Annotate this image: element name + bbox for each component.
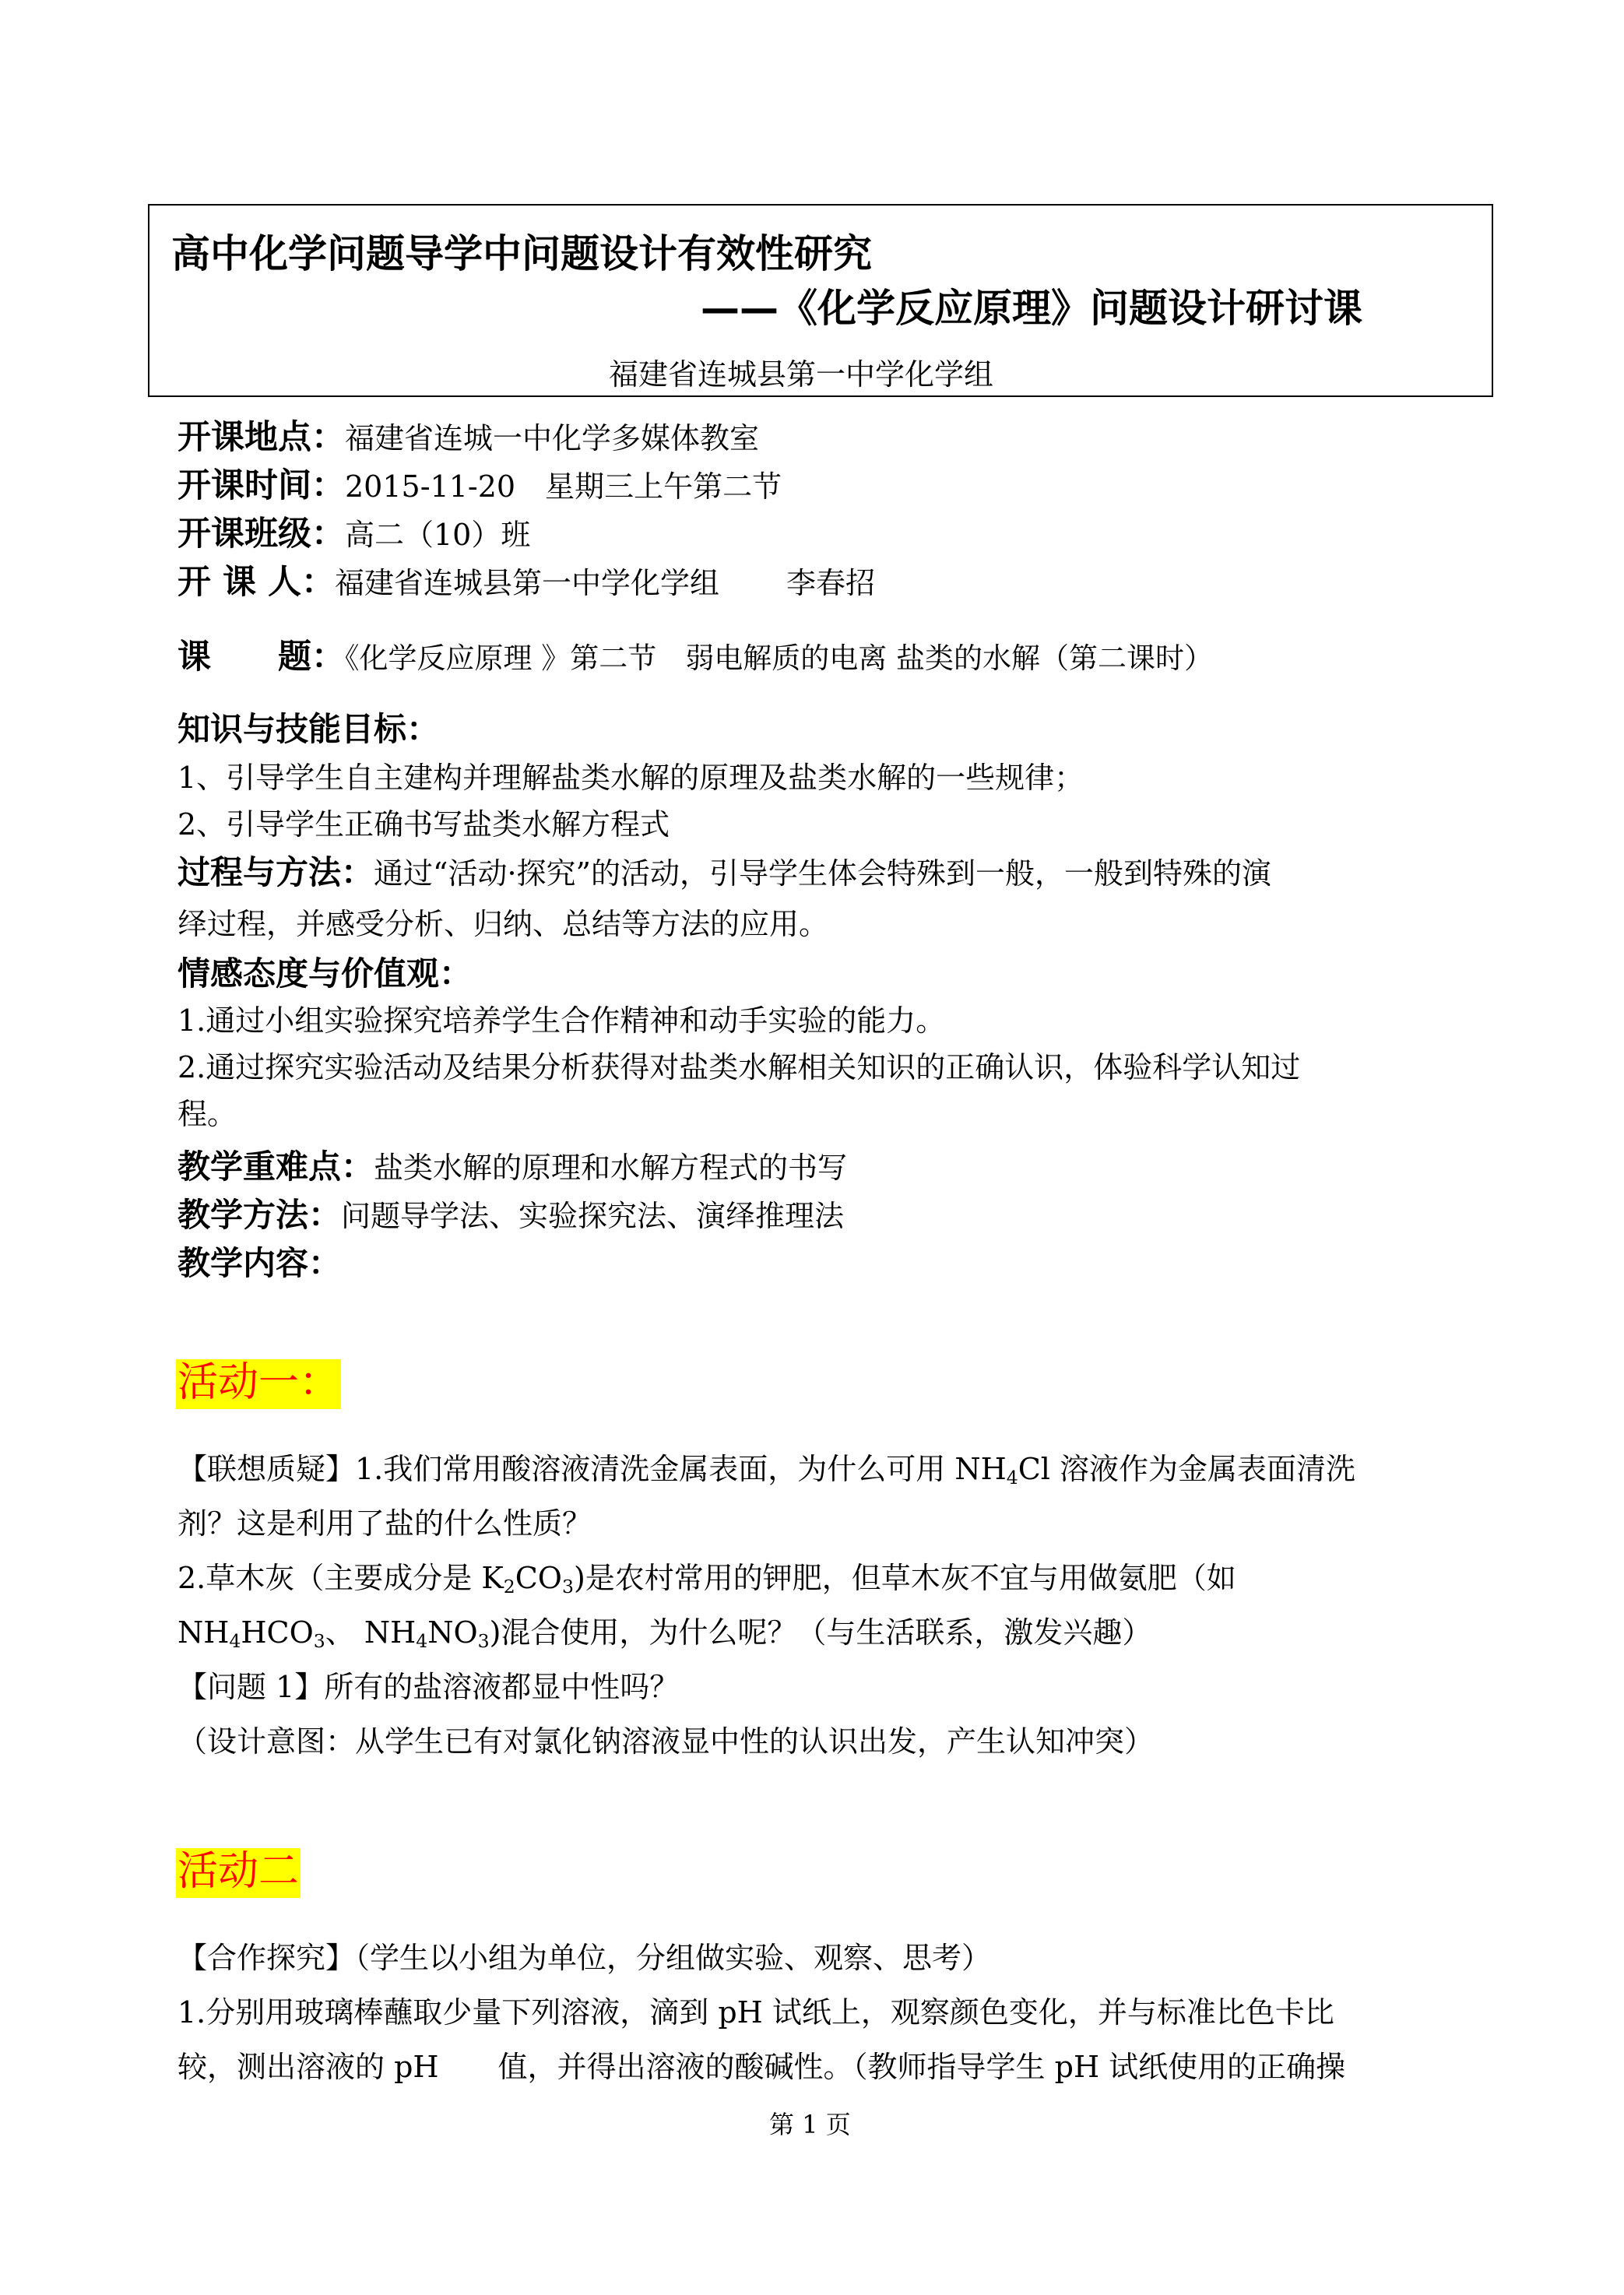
- knowledge-item-2: 2、引导学生正确书写盐类水解方程式: [178, 807, 670, 842]
- p2b-s3: 4: [416, 1629, 428, 1652]
- p2b-1: NH: [178, 1615, 230, 1650]
- activity-2-para-1a: 1.分别用玻璃棒蘸取少量下列溶液，滴到 pH 试纸上，观察颜色变化，并与标准比色卡比: [178, 1995, 1334, 2030]
- p2a-pre: 2.草木灰（主要成分是 K: [178, 1561, 504, 1595]
- design-intent: （设计意图：从学生已有对氯化钠溶液显中性的认识出发，产生认知冲突）: [178, 1724, 1155, 1759]
- emotion-item-2b: 程。: [178, 1097, 237, 1131]
- key-label: 教学重难点：: [178, 1148, 374, 1186]
- page-subtitle: ——《化学反应原理》问题设计研讨课: [701, 286, 1362, 331]
- p2b-s1: 4: [229, 1629, 241, 1652]
- info-topic: [178, 631, 1213, 678]
- cooperative-inquiry: 【合作探究】（学生以小组为单位，分组做实验、观察、思考）: [178, 1941, 992, 1975]
- activity-1-para-1a: [178, 1445, 1355, 1488]
- activity-1-para-2a: [178, 1554, 1236, 1597]
- knowledge-item-1: 1、引导学生自主建构并理解盐类水解的原理及盐类水解的一些规律；: [178, 761, 1084, 795]
- location-label: 开课地点：: [178, 418, 345, 457]
- p2a-post: )是农村常用的钾肥，但草木灰不宜与用做氨肥（如: [573, 1561, 1236, 1595]
- key-row: [178, 1141, 847, 1188]
- class-label: 开课班级：: [178, 515, 345, 554]
- organization: 福建省连城县第一中学化学组: [609, 357, 994, 392]
- info-time: [178, 459, 782, 507]
- teacher-label: 开 课 人：: [178, 563, 335, 602]
- activity-2-title: 活动二: [176, 1848, 301, 1898]
- method-text: 问题导学法、实验探究法、演绎推理法: [341, 1199, 845, 1233]
- emotion-heading: 情感态度与价值观：: [178, 954, 473, 993]
- activity-1-para-2b: [178, 1608, 1151, 1651]
- page-title: 高中化学问题导学中问题设计有效性研究: [171, 231, 872, 276]
- info-location: [178, 411, 759, 459]
- topic-label: 课 题：: [178, 638, 345, 677]
- p2a-mid: CO: [515, 1561, 562, 1595]
- p2b-s2: 3: [313, 1629, 325, 1652]
- emotion-item-2a: 2.通过探究实验活动及结果分析获得对盐类水解相关知识的正确认识，体验科学认知过: [178, 1050, 1301, 1084]
- p2b-5: )混合使用，为什么呢？（与生活联系，激发兴趣）: [489, 1615, 1152, 1650]
- class-value: 高二（10）班: [345, 518, 531, 552]
- info-class: [178, 508, 530, 555]
- p1a-post: Cl 溶液作为金属表面清洗: [1018, 1452, 1356, 1486]
- process-row: [178, 847, 1271, 894]
- key-text: 盐类水解的原理和水解方程式的书写: [374, 1151, 848, 1185]
- p2b-s4: 3: [477, 1629, 490, 1652]
- activity-1-para-1b: 剂？这是利用了盐的什么性质？: [178, 1506, 592, 1541]
- emotion-item-1: 1.通过小组实验探究培养学生合作精神和动手实验的能力。: [178, 1003, 946, 1038]
- info-teacher: [178, 556, 875, 603]
- p2b-2: HCO: [241, 1615, 314, 1650]
- method-row: [178, 1190, 844, 1236]
- p2b-4: NO: [427, 1615, 478, 1650]
- teacher-name: 李春招: [786, 566, 875, 600]
- topic-value: 《化学反应原理 》第二节 弱电解质的电离 盐类的水解（第二课时）: [345, 641, 1214, 675]
- p1a-sub: 4: [1006, 1466, 1018, 1488]
- p2b-3: 、 NH: [325, 1615, 417, 1650]
- content-label: 教学内容：: [178, 1244, 342, 1282]
- process-text-1: 通过“活动·探究”的活动，引导学生体会特殊到一般，一般到特殊的演: [374, 856, 1271, 891]
- activity-1-title: 活动一：: [176, 1359, 341, 1409]
- time-value: 2015-11-20 星期三上午第二节: [345, 469, 782, 504]
- p2a-sub2: 3: [561, 1575, 574, 1597]
- question-1: 【问题 1】所有的盐溶液都显中性吗？: [178, 1670, 680, 1704]
- knowledge-heading: 知识与技能目标：: [178, 710, 440, 748]
- location-value: 福建省连城一中化学多媒体教室: [345, 421, 760, 455]
- page-number: 第 1 页: [769, 2110, 851, 2139]
- method-label: 教学方法：: [178, 1196, 342, 1234]
- p1a-pre: 【联想质疑】1.我们常用酸溶液清洗金属表面，为什么可用 NH: [178, 1452, 1007, 1486]
- p2a-sub1: 2: [503, 1575, 515, 1597]
- process-label: 过程与方法：: [178, 853, 374, 891]
- process-text-2: 绎过程，并感受分析、归纳、总结等方法的应用。: [178, 907, 829, 941]
- activity-2-para-1b: 较，测出溶液的 pH 值，并得出溶液的酸碱性。（教师指导学生 pH 试纸使用的正确操: [178, 2050, 1346, 2084]
- teacher-org: 福建省连城县第一中学化学组: [334, 566, 719, 600]
- time-label: 开课时间：: [178, 466, 345, 505]
